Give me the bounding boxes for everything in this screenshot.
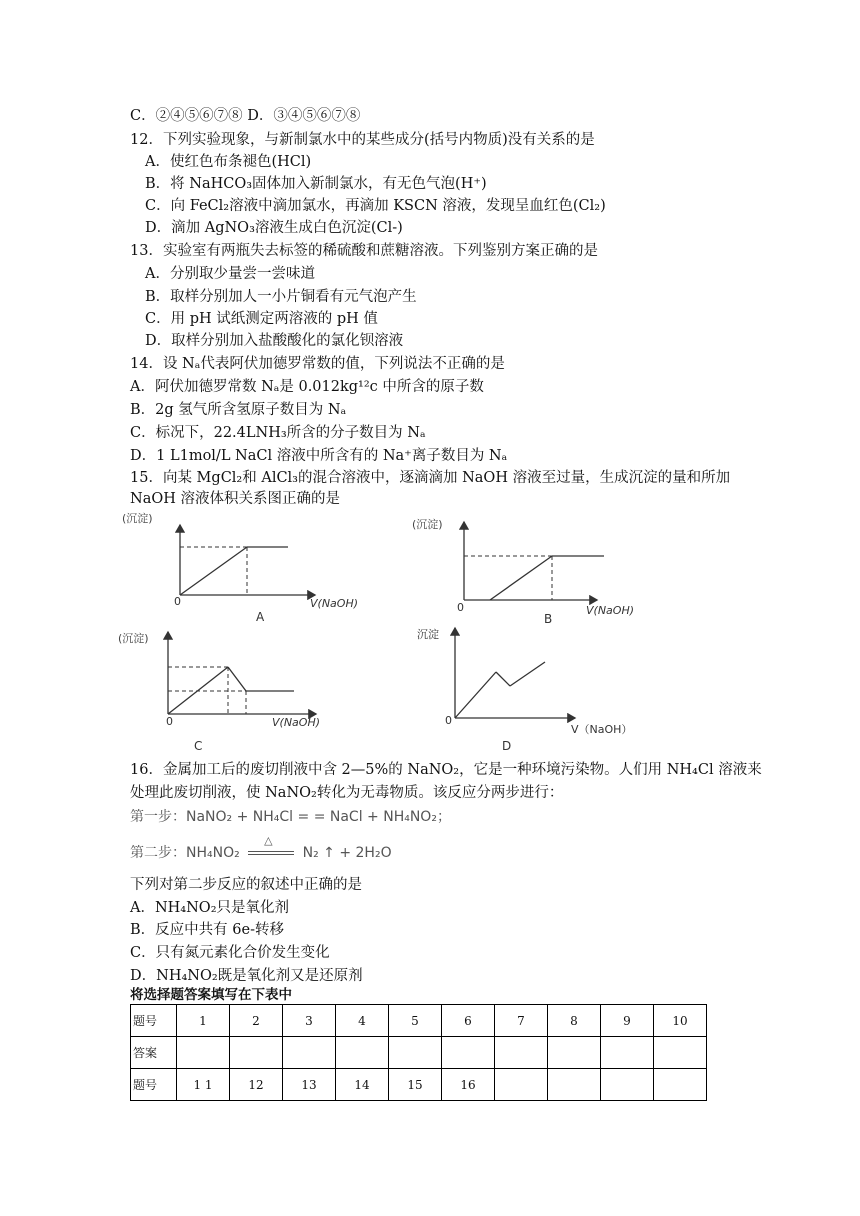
answer-cell[interactable]	[336, 1037, 389, 1069]
q15-stem-line2: NaOH 溶液体积关系图正确的是	[130, 491, 340, 507]
q16-step2-equation	[130, 834, 392, 863]
q16-option-b: B．反应中共有 6e-转移	[130, 922, 284, 938]
q16-option-c: C．只有氮元素化合价发生变化	[130, 945, 330, 961]
answer-cell[interactable]	[495, 1037, 548, 1069]
graph-b-origin: 0	[457, 601, 464, 614]
table-cell: 15	[389, 1069, 442, 1101]
answer-table-title: 将选择题答案填写在下表中	[130, 987, 292, 1003]
graph-a-ylabel: (沉淀)	[122, 512, 153, 525]
graph-c-origin: 0	[166, 715, 173, 728]
graph-c	[118, 628, 368, 752]
q16-stem-line1: 16．金属加工后的废切削液中含 2—5%的 NaNO₂，它是一种环境污染物。人们用 NH₄Cl 溶液来	[130, 762, 762, 778]
q13-option-b: B．取样分别加人一小片铜看有元气泡产生	[145, 289, 417, 305]
graph-c-ylabel: (沉淀)	[118, 632, 149, 645]
table-cell: 9	[601, 1005, 654, 1037]
answer-cell[interactable]	[389, 1037, 442, 1069]
graph-d-caption: D	[502, 739, 512, 753]
q14-stem: 14．设 Nₐ代表阿伏加德罗常数的值，下列说法不正确的是	[130, 356, 505, 372]
q12-option-d: D．滴加 AgNO₃溶液生成白色沉淀(Cl-)	[145, 220, 403, 236]
q14-option-d: D．1 L1mol/L NaCl 溶液中所含有的 Na⁺离子数目为 Nₐ	[130, 448, 508, 464]
graph-d	[415, 624, 665, 752]
q13-option-a: A．分别取少量尝一尝味道	[145, 266, 315, 282]
answer-table	[130, 1004, 707, 1101]
q16-option-d: D．NH₄NO₂既是氧化剂又是还原剂	[130, 968, 363, 984]
q16-option-a: A．NH₄NO₂只是氧化剂	[130, 900, 290, 916]
table-cell: 8	[548, 1005, 601, 1037]
table-row-numbers-2	[131, 1069, 707, 1101]
table-cell: 7	[495, 1005, 548, 1037]
table-cell: 3	[283, 1005, 336, 1037]
q16-stem-line2: 处理此废切削液，使 NaNO₂转化为无毒物质。该反应分两步进行：	[130, 785, 564, 801]
table-cell: 6	[442, 1005, 495, 1037]
q16-ask: 下列对第二步反应的叙述中正确的是	[130, 877, 362, 893]
answer-cell[interactable]	[654, 1037, 707, 1069]
graph-a-xlabel: V(NaOH)	[310, 597, 359, 610]
q14-option-b: B．2g 氢气所含氢原子数目为 Nₐ	[130, 402, 347, 418]
table-cell	[495, 1069, 548, 1101]
table-cell: 2	[230, 1005, 283, 1037]
graph-d-ylabel: 沉淀	[417, 628, 439, 641]
graph-a	[120, 510, 370, 625]
graph-b-xlabel: V(NaOH)	[586, 604, 635, 617]
answer-cell[interactable]	[442, 1037, 495, 1069]
answer-cell[interactable]	[177, 1037, 230, 1069]
graph-b	[412, 516, 662, 628]
table-cell	[548, 1069, 601, 1101]
table-header-cell: 答案	[131, 1037, 177, 1069]
answer-cell[interactable]	[548, 1037, 601, 1069]
q13-option-c: C．用 pH 试纸测定两溶液的 pH 值	[145, 311, 378, 327]
table-row-numbers-1	[131, 1005, 707, 1037]
graph-a-caption: A	[256, 610, 265, 624]
q14-option-a: A．阿伏加德罗常数 Nₐ是 0.012kg¹²c 中所含的原子数	[130, 379, 484, 395]
q11-options: C．②④⑤⑥⑦⑧ D．③④⑤⑥⑦⑧	[130, 108, 361, 124]
answer-cell[interactable]	[601, 1037, 654, 1069]
graph-c-xlabel: V(NaOH)	[272, 716, 321, 729]
q16-step2-products: N₂ ↑ + 2H₂O	[302, 845, 392, 861]
table-cell	[654, 1069, 707, 1101]
q12-option-b: B．将 NaHCO₃固体加入新制氯水，有无色气泡(H⁺)	[145, 176, 487, 192]
table-cell: 10	[654, 1005, 707, 1037]
q15-stem-line1: 15．向某 MgCl₂和 AlCl₃的混合溶液中，逐滴滴加 NaOH 溶液至过量，生成沉淀的量和所加	[130, 470, 731, 486]
graph-d-curve	[455, 672, 496, 718]
table-cell: 1	[177, 1005, 230, 1037]
table-row-answers	[131, 1037, 707, 1069]
graph-a-curve	[180, 547, 247, 595]
table-header-cell: 题号	[131, 1005, 177, 1037]
q13-option-d: D．取样分别加入盐酸酸化的氯化钡溶液	[145, 333, 404, 349]
table-cell: 5	[389, 1005, 442, 1037]
table-cell	[601, 1069, 654, 1101]
q16-step1-equation: 第一步：NaNO₂ + NH₄Cl = = NaCl + NH₄NO₂；	[130, 809, 451, 825]
graph-b-caption: B	[544, 612, 553, 626]
graph-d-origin: 0	[445, 714, 452, 727]
table-header-cell: 题号	[131, 1069, 177, 1101]
table-cell: 1 1	[177, 1069, 230, 1101]
q13-stem: 13．实验室有两瓶失去标签的稀硫酸和蔗糖溶液。下列鉴别方案正确的是	[130, 243, 598, 259]
table-cell: 13	[283, 1069, 336, 1101]
graph-b-ylabel: (沉淀)	[412, 518, 443, 531]
graph-a-origin: 0	[174, 595, 181, 608]
q14-option-c: C．标况下，22.4LNH₃所含的分子数目为 Nₐ	[130, 425, 426, 441]
heat-symbol-icon: △	[264, 834, 273, 847]
table-cell: 4	[336, 1005, 389, 1037]
graph-d-xlabel: V（NaOH）	[571, 723, 633, 736]
table-cell: 12	[230, 1069, 283, 1101]
graph-b-curve	[490, 556, 552, 600]
q12-option-c: C．向 FeCl₂溶液中滴加氯水，再滴加 KSCN 溶液，发现呈血红色(Cl₂)	[145, 198, 606, 214]
answer-cell[interactable]	[283, 1037, 336, 1069]
table-cell: 16	[442, 1069, 495, 1101]
q12-option-a: A．使红色布条褪色(HCl)	[145, 154, 312, 170]
table-cell: 14	[336, 1069, 389, 1101]
q16-step2-reactant: 第二步：NH₄NO₂	[130, 845, 240, 861]
answer-cell[interactable]	[230, 1037, 283, 1069]
q12-stem: 12．下列实验现象，与新制氯水中的某些成分(括号内物质)没有关系的是	[130, 132, 595, 148]
graph-c-caption: C	[194, 739, 203, 753]
